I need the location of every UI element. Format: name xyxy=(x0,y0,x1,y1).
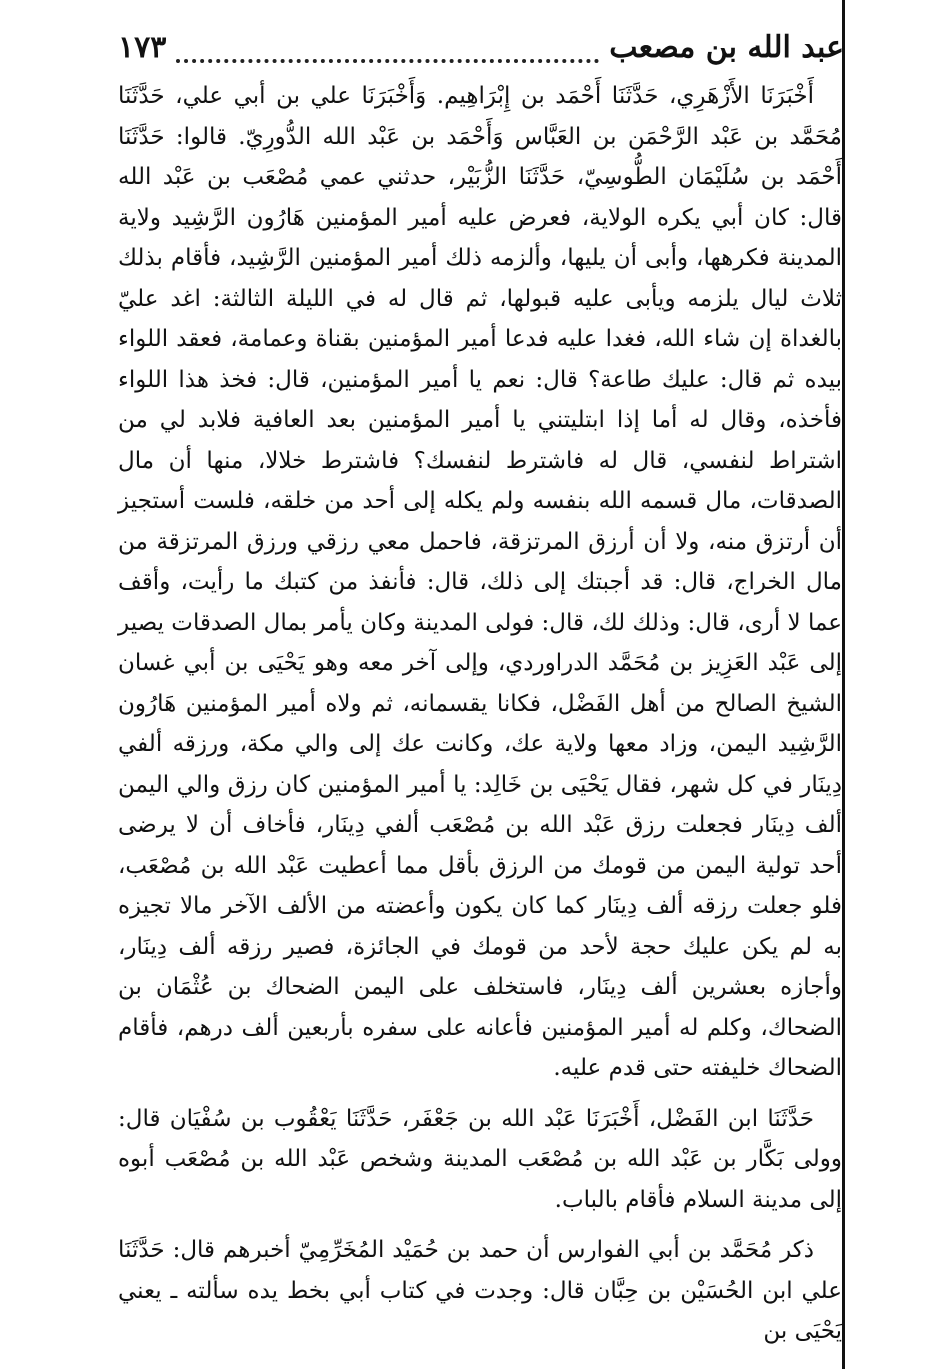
running-title: عبد الله بن مصعب xyxy=(609,30,844,65)
page-header xyxy=(118,30,844,74)
page-edge-line xyxy=(842,0,845,1369)
page-number: ١٧٣ xyxy=(118,30,167,65)
paragraph-1: أَخْبَرَنَا الأَزْهَرِي، حَدَّثَنَا أَحْمَد بن إِبْرَاهِيم. وَأَخْبَرَنَا علي بن أبي علي، حَدَّثَنَا مُحَمَّد بن عَبْد الرَّحْمَن بن العَبَّاس وَأَحْمَد بن عَبْد الله الدُّورِيّ. قالوا: حَدَّثَنَا أَحْمَد بن سُلَيْمَان الطُّوسِيّ، حَدَّثَنَا الزُّبَيْر، حدثني عمي مُصْعَب بن عَبْد الله قال: كان أبي يكره الولاية، فعرض عليه أمير المؤمنين هَارُون الرَّشِيد ولاية المدينة فكرهها، وأبى أن يليها، وألزمه ذلك أمير المؤمنين الرَّشِيد، فأقام بذلك ثلاث ليال يلزمه ويأبى عليه قبولها، ثم قال له في الليلة الثالثة: اغد عليّ بالغداة إن شاء الله، فغدا عليه فدعا أمير المؤمنين بقناة وعمامة، فعقد اللواء بيده ثم قال: عليك طاعة؟ قال: نعم يا أمير المؤمنين، قال: فخذ هذا اللواء فأخذه، وقال له أما إذا ابتليتني يا أمير المؤمنين بعد العافية فلابد لي من اشتراط لنفسي، قال له فاشترط لنفسك؟ فاشترط خلالا، منها أن مال الصدقات، مال قسمه الله بنفسه ولم يكله إلى أحد من خلقه، فلست أستجيز أن أرتزق منه، ولا أن أرزق المرتزقة، فاحمل معي رزقي ورزق المرتزقة من مال الخراج، قال: قد أجبتك إلى ذلك، قال: فأنفذ من كتبك ما رأيت، وأقف عما لا أرى، قال: وذلك لك، قال: فولى المدينة وكان يأمر بمال الصدقات يصير إلى عَبْد العَزِيز بن مُحَمَّد الدراوردي، وإلى آخر معه وهو يَحْيَى بن أبي غسان الشيخ الصالح من أهل الفَضْل، فكانا يقسمانه، ثم ولاه أمير المؤمنين هَارُون الرَّشِيد اليمن، وزاد معها ولاية عك، وكانت عك إلى والي مكة، ورزقه ألفي دِينَار في كل شهر، فقال يَحْيَى بن خَالِد: يا أمير المؤمنين كان رزق والي اليمن ألف دِينَار فجعلت رزق عَبْد الله بن مُصْعَب ألفي دِينَار، فأخاف أن لا يرضى أحد تولية اليمن من قومك من الرزق بأقل مما أعطيت عَبْد الله بن مُصْعَب، فلو جعلت رزقه ألف دِينَار كما كان يكون وأعضته من الألف الآخر مالا تجيزه به لم يكن عليك حجة لأحد من قومك في الجائزة، فصير رزقه ألف دِينَار، وأجازه بعشرين ألف دِينَار، فاستخلف على اليمن الضحاك بن عُثْمَان بن الضحاك، وكلم له أمير المؤمنين فأعانه على سفره بأربعين ألف درهم، فأقام الضحاك خليفته حتى قدم عليه. xyxy=(118,83,842,1081)
paragraph-2: حَدَّثَنَا ابن الفَضْل، أَخْبَرَنَا عَبْد الله بن جَعْفَر، حَدَّثَنَا يَعْقُوب بن سُفْيَان قال: وولى بَكَّار بن عَبْد الله بن مُصْعَب المدينة وشخص عَبْد الله بن مُصْعَب أبوه إلى مدينة السلام فأقام بالباب. xyxy=(118,1105,842,1213)
paragraph-3: ذكر مُحَمَّد بن أبي الفوارس أن حمد بن حُمَيْد المُخَرِّمِيّ أخبرهم قال: حَدَّثَنَا علي ابن الحُسَيْن بن حِبَّان قال: وجدت في كتاب أبي بخط يده سألته ـ يعني يَحْيَى بن xyxy=(118,1237,842,1344)
body-text xyxy=(118,76,842,1352)
header-dot-leader xyxy=(176,41,599,63)
